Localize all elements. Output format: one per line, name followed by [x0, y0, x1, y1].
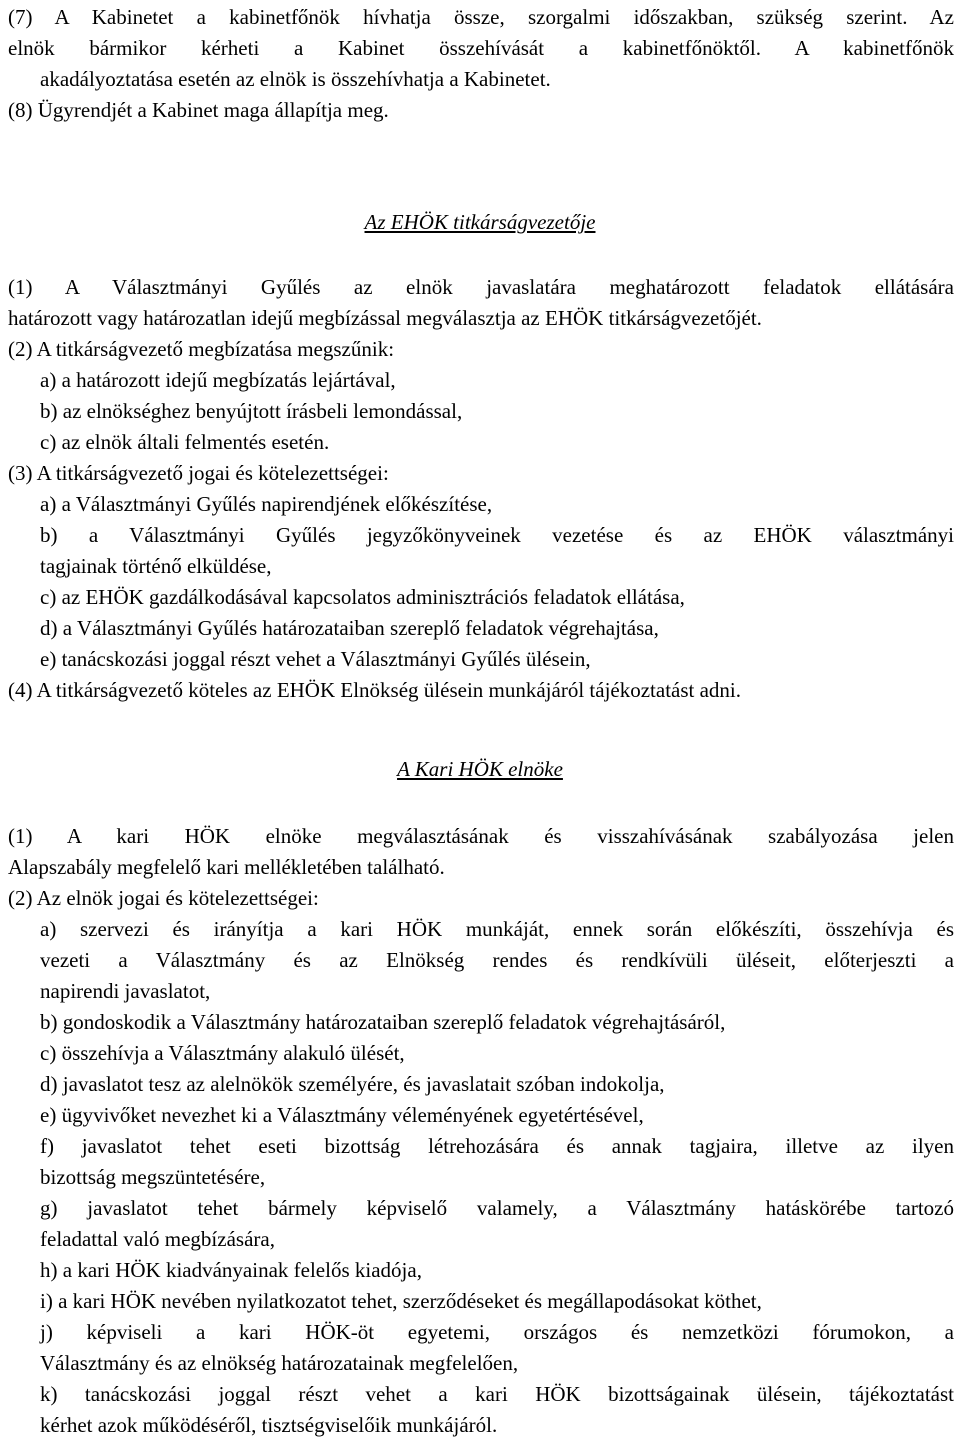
list-item: napirendi javaslatot,	[40, 979, 211, 1003]
list-item: f) javaslatot tehet eseti bizottság létrehozására és annak tagjaira, illetve az ilyen	[40, 1134, 954, 1158]
section-heading-titkarsagvezeto: Az EHÖK titkárságvezetője	[364, 210, 596, 234]
list-item: c) az elnök általi felmentés esetén.	[40, 430, 330, 454]
list-item: b) gondoskodik a Választmány határozataiban szereplő feladatok végrehajtásáról,	[40, 1010, 726, 1034]
paragraph-7	[8, 2, 954, 126]
list-item: a) a határozott idejű megbízatás lejártával,	[40, 368, 396, 392]
list-item: bizottság megszüntetésére,	[40, 1165, 266, 1189]
list-item: d) a Választmányi Gyűlés határozataiban szereplő feladatok végrehajtása,	[40, 616, 659, 640]
list-item: g) javaslatot tehet bármely képviselő valamely, a Választmány hatáskörébe tartozó	[40, 1196, 954, 1220]
list-item: c) az EHÖK gazdálkodásával kapcsolatos adminisztrációs feladatok ellátása,	[40, 585, 685, 609]
list-item: d) javaslatot tesz az alelnökök személyére, és javaslatait szóban indokolja,	[40, 1072, 665, 1096]
text-line: (2) Az elnök jogai és kötelezettségei:	[8, 886, 319, 910]
list-item: vezeti a Választmány és az Elnökség rendes és rendkívüli üléseit, előterjeszti a	[40, 948, 954, 972]
text-line: (3) A titkárságvezető jogai és kötelezettségei:	[8, 461, 389, 485]
text-line: elnök bármikor kérheti a Kabinet összehívását a kabinetfőnöktől. A kabinetfőnök	[8, 36, 954, 60]
list-item: feladattal való megbízására,	[40, 1227, 275, 1251]
list-item: h) a kari HÖK kiadványainak felelős kiadója,	[40, 1258, 422, 1282]
list-item: e) ügyvivőket nevezhet ki a Választmány véleményének egyetértésével,	[40, 1103, 644, 1127]
text-line: (1) A kari HÖK elnöke megválasztásának és visszahívásának szabályozása jelen	[8, 824, 954, 848]
list-item: c) összehívja a Választmány alakuló ülését,	[40, 1041, 405, 1065]
section-heading-kari-hok-elnoke: A Kari HÖK elnöke	[397, 757, 563, 781]
section-2-body	[8, 821, 954, 1441]
list-item: tagjainak történő elküldése,	[40, 554, 272, 578]
text-line: akadályoztatása esetén az elnök is összehívhatja a Kabinetet.	[40, 67, 551, 91]
text-line: Alapszabály megfelelő kari mellékletében található.	[8, 855, 445, 879]
list-item: b) a Választmányi Gyűlés jegyzőkönyveinek vezetése és az EHÖK választmányi	[40, 523, 954, 547]
list-item: a) szervezi és irányítja a kari HÖK munkáját, ennek során előkészíti, összehívja és	[40, 917, 954, 941]
list-item: b) az elnökséghez benyújtott írásbeli lemondással,	[40, 399, 463, 423]
text-line: (4) A titkárságvezető köteles az EHÖK Elnökség ülésein munkájáról tájékoztatást adni.	[8, 678, 742, 702]
list-item: e) tanácskozási joggal részt vehet a Választmányi Gyűlés ülésein,	[40, 647, 591, 671]
paragraph-8: (8) Ügyrendjét a Kabinet maga állapítja meg.	[8, 98, 389, 122]
list-item: kérhet azok működéséről, tisztségviselőik munkájáról.	[40, 1413, 498, 1437]
list-item: a) a Választmányi Gyűlés napirendjének előkészítése,	[40, 492, 493, 516]
text-line: (2) A titkárságvezető megbízatása megszűnik:	[8, 337, 395, 361]
text-line: határozott vagy határozatlan idejű megbízással megválasztja az EHÖK titkárságvezetőjét.	[8, 306, 762, 330]
list-item: k) tanácskozási joggal részt vehet a kari HÖK bizottságainak ülésein, tájékoztatást	[40, 1382, 954, 1406]
list-item: j) képviseli a kari HÖK-öt egyetemi, országos és nemzetközi fórumokon, a	[40, 1320, 954, 1344]
section-1-body	[8, 272, 954, 706]
text-line: (1) A Választmányi Gyűlés az elnök javaslatára meghatározott feladatok ellátására	[8, 275, 954, 299]
list-item: i) a kari HÖK nevében nyilatkozatot tehet, szerződéseket és megállapodásokat köthet,	[40, 1289, 762, 1313]
text-line: (7) A Kabinetet a kabinetfőnök hívhatja össze, szorgalmi időszakban, szükség szerint. Az	[8, 5, 954, 29]
list-item: Választmány és az elnökség határozatainak megfelelően,	[40, 1351, 519, 1375]
